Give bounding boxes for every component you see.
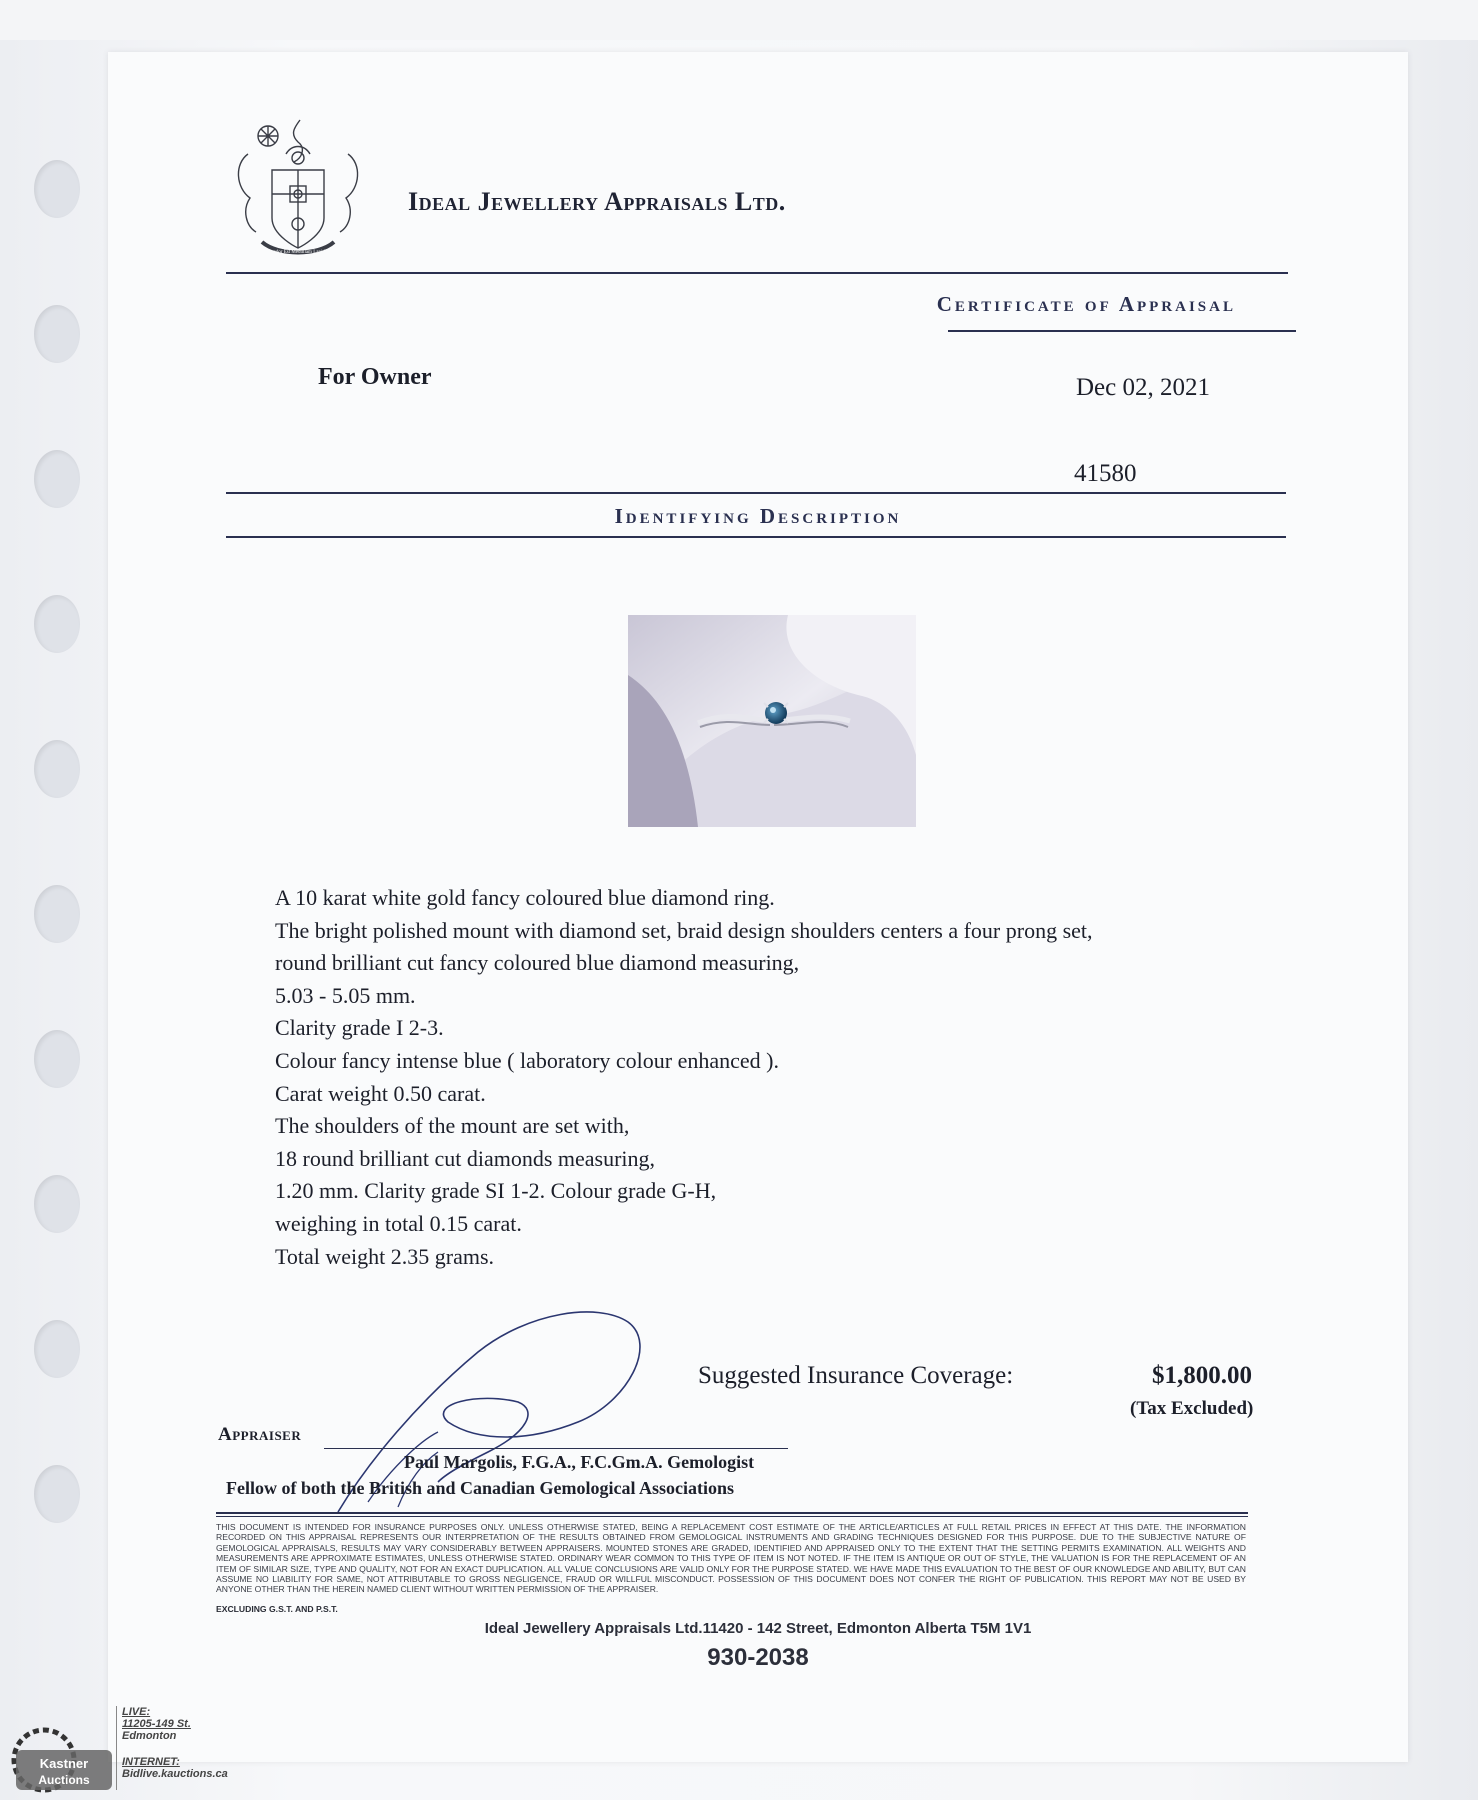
internet-label: INTERNET: — [122, 1756, 180, 1768]
signature-line — [324, 1448, 788, 1449]
coat-of-arms-icon — [228, 114, 368, 264]
appraisal-certificate — [108, 52, 1408, 1762]
insurance-value: $1,800.00 — [1152, 1362, 1252, 1389]
item-description — [275, 882, 1275, 1273]
section-rule-top — [226, 492, 1286, 494]
svg-text:Auctions: Auctions — [38, 1773, 90, 1787]
description-line: Clarity grade I 2-3. — [275, 1015, 444, 1041]
appraiser-label: Appraiser — [218, 1424, 302, 1445]
description-line: A 10 karat white gold fancy coloured blue diamond ring. — [275, 885, 775, 910]
description-line: Colour fancy intense blue ( laboratory colour enhanced ). — [275, 1047, 779, 1073]
certificate-number: 41580 — [1074, 460, 1137, 487]
appraiser-credentials: Fellow of both the British and Canadian Gemological Associations — [226, 1478, 735, 1498]
kastner-auctions-logo — [8, 1720, 112, 1798]
company-address: Ideal Jewellery Appraisals Ltd.11420 - 142 Street, Edmonton Alberta T5M 1V1 — [484, 1620, 1032, 1637]
insurance-label: Suggested Insurance Coverage: — [698, 1362, 1014, 1389]
live-label: LIVE: — [122, 1706, 151, 1718]
ring-photo — [628, 615, 916, 827]
description-line: 1.20 mm. Clarity grade SI 1-2. Colour grade G-H, — [275, 1178, 717, 1204]
header-rule-top — [226, 272, 1288, 274]
owner-label: For Owner — [318, 364, 432, 390]
description-line: Total weight 2.35 grams. — [275, 1243, 495, 1269]
watermark-divider — [116, 1706, 117, 1790]
description-line: The shoulders of the mount are set with, — [275, 1113, 630, 1139]
certificate-title: Certificate of Appraisal — [936, 292, 1236, 316]
svg-text:Candor Est Medullam Lapidis: Candor Est Medullam Lapidis — [267, 250, 329, 255]
watermark-contact — [122, 1706, 228, 1780]
live-city: Edmonton — [122, 1730, 177, 1742]
company-name: Ideal Jewellery Appraisals Ltd. — [408, 187, 786, 216]
tax-exclusion-note: EXCLUDING G.S.T. AND P.S.T. — [216, 1604, 338, 1614]
description-line: weighing in total 0.15 carat. — [275, 1210, 522, 1236]
tax-note: (Tax Excluded) — [1130, 1398, 1254, 1419]
description-line: Carat weight 0.50 carat. — [275, 1080, 486, 1106]
header-rule-bottom — [948, 330, 1296, 332]
description-line: 18 round brilliant cut diamonds measuring, — [275, 1145, 656, 1171]
appraiser-name: Paul Margolis, F.G.A., F.C.Gm.A. Gemologist — [404, 1452, 755, 1472]
live-address: 11205-149 St. — [122, 1718, 191, 1730]
section-title: Identifying Description — [614, 504, 902, 528]
section-rule-bottom — [226, 536, 1286, 538]
description-line: round brilliant cut fancy coloured blue diamond measuring, — [275, 950, 800, 976]
description-line: 5.03 - 5.05 mm. — [275, 982, 416, 1008]
certificate-date: Dec 02, 2021 — [1076, 374, 1210, 401]
internet-url: Bidlive.kauctions.ca — [122, 1768, 228, 1780]
legal-disclaimer: THIS DOCUMENT IS INTENDED FOR INSURANCE PURPOSES ONLY. UNLESS OTHERWISE STATED, BEING A REPLACEMENT COST ESTIMATE OF THE ARTICLE/ARTICLES AT FULL RETAIL PRICES IN EFFECT AT THIS DATE. THE INFORMATION RECORDED ON THIS APPRAISAL REPRESENTS OUR INTERPRETATION OF THE RESULTS OBTAINED FROM GEMOLOGICAL INSTRUMENTS AND GRADING TECHNIQUES DESIGNED FOR THIS PURPOSE. DUE TO THE SUBJECTIVE NATURE OF GEMOLOGICAL APPRAISALS, RESULTS MAY VARY CONSIDERABLY BETWEEN APPRAISERS. MOUNTED STONES ARE GRADED, IDENTIFIED AND APPRAISED ONLY TO THE EXTENT THAT THE SETTING PERMITS EXAMINATION. ALL WEIGHTS AND MEASUREMENTS ARE APPROXIMATE ESTIMATES, UNLESS OTHERWISE STATED. ORDINARY WEAR COMMON TO THIS TYPE OF ITEM IS NOT NOTED. IF THE ITEM IS ANTIQUE OR OUT OF STYLE, THE VALUATION IS FOR THE REPLACEMENT OF AN ITEM OF SIMILAR SIZE, TYPE AND QUALITY, NOT FOR AN EXACT DUPLICATION. ALL VALUE CONCLUSIONS ARE VALID ONLY FOR THE PURPOSE STATED. WE HAVE MADE THIS EVALUATION TO THE BEST OF OUR KNOWLEDGE AND ABILITY, BUT CAN ASSUME NO LIABILITY FOR SAME, NOT ATTRIBUTABLE TO GROSS NEGLIGENCE, FRAUD OR WILLFUL MISCONDUCT. POSSESSION OF THIS DOCUMENT DOES NOT CONFER THE RIGHT OF PUBLICATION. THIS REPORT MAY NOT BE USED BY ANYONE OTHER THAN THE HEREIN NAMED CLIENT WITHOUT WRITTEN PERMISSION OF THE APPRAISER. — [216, 1522, 1246, 1595]
binder-holes — [20, 120, 90, 1720]
footer-rule-top — [216, 1512, 1248, 1514]
footer-rule-bottom — [216, 1516, 1248, 1517]
description-line: The bright polished mount with diamond set, braid design shoulders centers a four prong set, — [275, 917, 1093, 943]
company-phone: 930-2038 — [707, 1644, 809, 1671]
svg-text:Kastner: Kastner — [39, 1756, 89, 1771]
